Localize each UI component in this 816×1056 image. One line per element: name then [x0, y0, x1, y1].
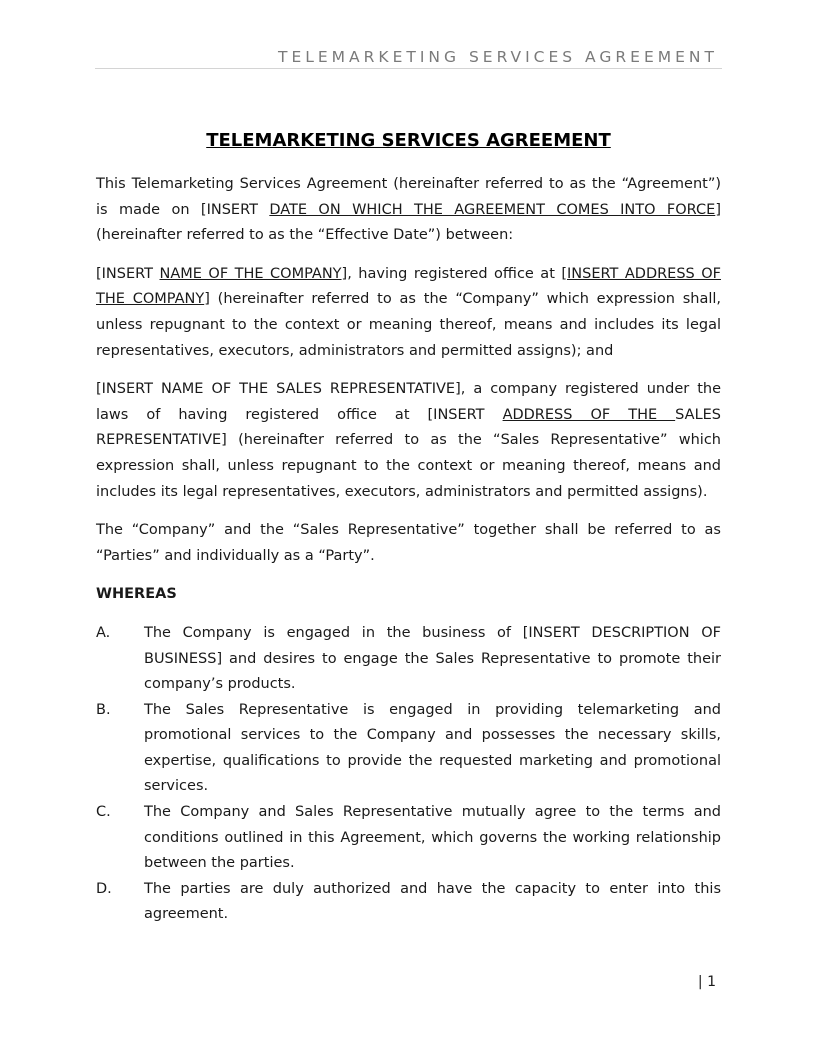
sales-rep-paragraph [96, 377, 721, 505]
recital-letter: D. [96, 880, 112, 897]
recitals-list [96, 621, 721, 928]
company-address-placeholder: [INSERT ADDRESS OF THE COMPANY [96, 265, 721, 308]
intro-text-1: This Telemarketing Services Agreement (hereinafter referred to as the “Agreement”) is made on [INSERT [96, 176, 721, 218]
recital-text: The Company is engaged in the business of [INSERT DESCRIPTION OF BUSINESS] and desires to engage the Sales Representative to promote their company’s products. [144, 624, 721, 693]
recital-item [96, 800, 721, 877]
effective-date-placeholder: DATE ON WHICH THE AGREEMENT COMES INTO FORCE [269, 201, 716, 218]
header-divider [95, 68, 722, 69]
document-title: TELEMARKETING SERVICES AGREEMENT [206, 130, 611, 151]
sales-rep-text-1: [INSERT NAME OF THE SALES REPRESENTATIVE], a company registered under the laws of having registered office at [INSERT [96, 381, 721, 423]
intro-paragraph [96, 172, 721, 249]
recital-letter: C. [96, 804, 111, 821]
sales-rep-text-2: SALES REPRESENTATIVE] (hereinafter referred to as the “Sales Representative” which expression shall, unless repugnant to the context or meaning thereof, means and includes its legal representatives, executors, administrators and permitted assigns). [96, 406, 722, 500]
company-text-1: [INSERT [96, 265, 160, 282]
recital-letter: A. [96, 624, 111, 641]
company-text-3: ] (hereinafter referred to as the “Company” which expression shall, unless repugnant to the context or meaning thereof, means and includes its legal representatives, executors, administrators and permitted assigns); and [96, 291, 721, 359]
recital-item [96, 877, 721, 928]
document-body [96, 172, 721, 928]
running-header-title: TELEMARKETING SERVICES AGREEMENT [277, 48, 718, 66]
recital-text: The Sales Representative is engaged in providing telemarketing and promotional services to the Company and possesses the necessary skills, expertise, qualifications to provide the requested marketing and promotional services. [144, 701, 721, 795]
page-number: | 1 [697, 974, 716, 990]
sales-rep-address-placeholder: ADDRESS OF THE [502, 406, 676, 423]
recital-text: The Company and Sales Representative mutually agree to the terms and conditions outlined in this Agreement, which governs the working relationship between the parties. [144, 804, 721, 872]
company-text-2: ], having registered office at [341, 265, 562, 282]
intro-text-2: ] (hereinafter referred to as the “Effective Date”) between: [96, 201, 721, 244]
parties-paragraph: The “Company” and the “Sales Representative” together shall be referred to as “Parties” and individually as a “Party”. [96, 522, 721, 564]
company-name-placeholder: NAME OF THE COMPANY [159, 265, 342, 282]
whereas-heading: WHEREAS [96, 586, 177, 603]
recital-letter: B. [96, 701, 111, 718]
recital-item [96, 698, 721, 800]
recital-item [96, 621, 721, 698]
recital-text: The parties are duly authorized and have the capacity to enter into this agreement. [144, 880, 721, 923]
company-paragraph [96, 262, 721, 364]
